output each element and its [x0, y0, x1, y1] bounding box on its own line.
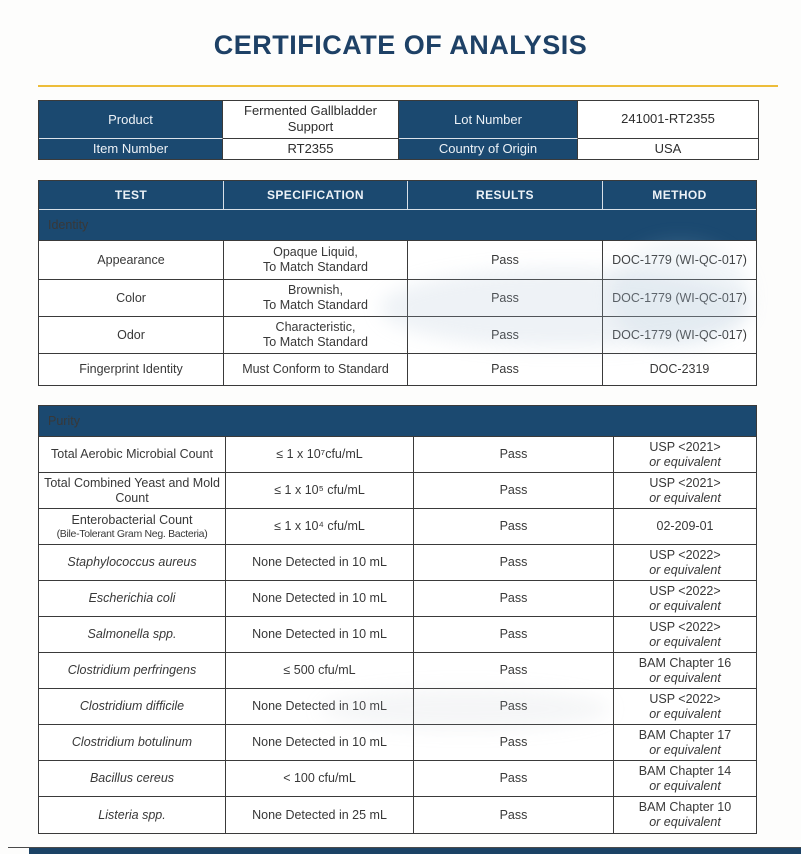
page-title: CERTIFICATE OF ANALYSIS [213, 30, 588, 60]
result-value: Pass [414, 689, 614, 725]
table-row [39, 101, 758, 139]
table-row [39, 437, 756, 473]
table-row [39, 139, 758, 159]
column-header-method: METHOD [603, 181, 756, 210]
method-value: USP <2021> or equivalent [614, 473, 756, 509]
purity-results-table [38, 405, 757, 834]
method-value: DOC-1779 (WI-QC-017) [603, 241, 756, 280]
table-row [39, 354, 756, 385]
spec-value: ≤ 1 x 10⁵ cfu/mL [226, 473, 414, 509]
item-number-value: RT2355 [223, 139, 399, 159]
method-value: DOC-1779 (WI-QC-017) [603, 317, 756, 354]
section-header-identity [39, 210, 756, 241]
spec-value: None Detected in 10 mL [226, 545, 414, 581]
test-name: Bacillus cereus [39, 761, 226, 797]
result-value: Pass [414, 797, 614, 833]
column-header-test: TEST [39, 181, 224, 210]
section-header-purity [39, 406, 756, 437]
spec-value: Must Conform to Standard [224, 354, 408, 385]
table-row [39, 761, 756, 797]
test-name: Color [39, 280, 224, 317]
test-name: Total Aerobic Microbial Count [39, 437, 226, 473]
spec-value: None Detected in 10 mL [226, 581, 414, 617]
result-value: Pass [414, 437, 614, 473]
spec-value: None Detected in 10 mL [226, 725, 414, 761]
product-info-table [38, 100, 759, 160]
table-row [39, 473, 756, 509]
test-name: Clostridium perfringens [39, 653, 226, 689]
spec-value: Characteristic, To Match Standard [224, 317, 408, 354]
test-name: Escherichia coli [39, 581, 226, 617]
result-value: Pass [408, 241, 603, 280]
method-value: BAM Chapter 17 or equivalent [614, 725, 756, 761]
lot-number-value: 241001-RT2355 [578, 101, 758, 139]
method-value: USP <2022> or equivalent [614, 689, 756, 725]
table-row [39, 689, 756, 725]
spec-value: < 100 cfu/mL [226, 761, 414, 797]
test-name: Odor [39, 317, 224, 354]
spec-value: None Detected in 25 mL [226, 797, 414, 833]
method-value: USP <2022> or equivalent [614, 581, 756, 617]
table-row [39, 581, 756, 617]
test-name: Appearance [39, 241, 224, 280]
result-value: Pass [408, 354, 603, 385]
test-name: Clostridium difficile [39, 689, 226, 725]
column-header-results: RESULTS [408, 181, 603, 210]
accent-rule [38, 85, 778, 87]
test-name: Clostridium botulinum [39, 725, 226, 761]
table-row [39, 545, 756, 581]
result-value: Pass [414, 617, 614, 653]
result-value: Pass [414, 761, 614, 797]
result-value: Pass [408, 280, 603, 317]
table-row [39, 725, 756, 761]
method-value: DOC-2319 [649, 362, 710, 376]
result-value: Pass [414, 509, 614, 545]
test-name: Salmonella spp. [39, 617, 226, 653]
result-value: Pass [414, 473, 614, 509]
product-value: Fermented Gallbladder Support [223, 101, 399, 139]
table-row [39, 617, 756, 653]
table-row [39, 241, 756, 280]
method-value: BAM Chapter 10 or equivalent [638, 800, 732, 829]
result-value: Pass [414, 545, 614, 581]
country-of-origin-label: Country of Origin [399, 139, 578, 159]
test-name: Staphylococcus aureus [39, 545, 226, 581]
table-row [39, 509, 756, 545]
section-label: Identity [39, 210, 756, 241]
result-value: Pass [414, 581, 614, 617]
test-name: Total Combined Yeast and Mold Count [39, 473, 226, 509]
method-value: BAM Chapter 14 or equivalent [614, 761, 756, 797]
method-value: BAM Chapter 16 or equivalent [614, 653, 756, 689]
method-value: USP <2021> or equivalent [614, 437, 756, 473]
identity-results-table [38, 180, 757, 386]
test-name: Enterobacterial Count (Bile-Tolerant Gram Neg. Bacteria) [39, 509, 226, 545]
method-value: DOC-1779 (WI-QC-017) [603, 280, 756, 317]
test-name: Listeria spp. [39, 797, 226, 833]
test-name: Fingerprint Identity [39, 354, 224, 385]
table-row [39, 280, 756, 317]
spec-value: Brownish, To Match Standard [224, 280, 408, 317]
table-row [39, 653, 756, 689]
spec-value: Opaque Liquid, To Match Standard [224, 241, 408, 280]
bottom-page-bar [29, 848, 801, 854]
spec-value: None Detected in 10 mL [226, 617, 414, 653]
spec-value: ≤ 1 x 10⁴ cfu/mL [226, 509, 414, 545]
result-value: Pass [408, 317, 603, 354]
product-label: Product [39, 101, 223, 139]
method-value: USP <2022> or equivalent [614, 617, 756, 653]
spec-value: None Detected in 10 mL [226, 689, 414, 725]
result-value: Pass [414, 725, 614, 761]
spec-value: ≤ 500 cfu/mL [226, 653, 414, 689]
spec-value: ≤ 1 x 10⁷cfu/mL [226, 437, 414, 473]
table-row [39, 797, 756, 833]
result-value: Pass [414, 653, 614, 689]
country-of-origin-value: USA [654, 140, 682, 156]
method-value: 02-209-01 [614, 509, 756, 545]
method-value: USP <2022> or equivalent [614, 545, 756, 581]
item-number-label: Item Number [39, 139, 223, 159]
column-header-row [39, 181, 756, 210]
table-row [39, 317, 756, 354]
lot-number-label: Lot Number [399, 101, 578, 139]
column-header-specification: SPECIFICATION [224, 181, 408, 210]
section-label: Purity [39, 406, 756, 437]
